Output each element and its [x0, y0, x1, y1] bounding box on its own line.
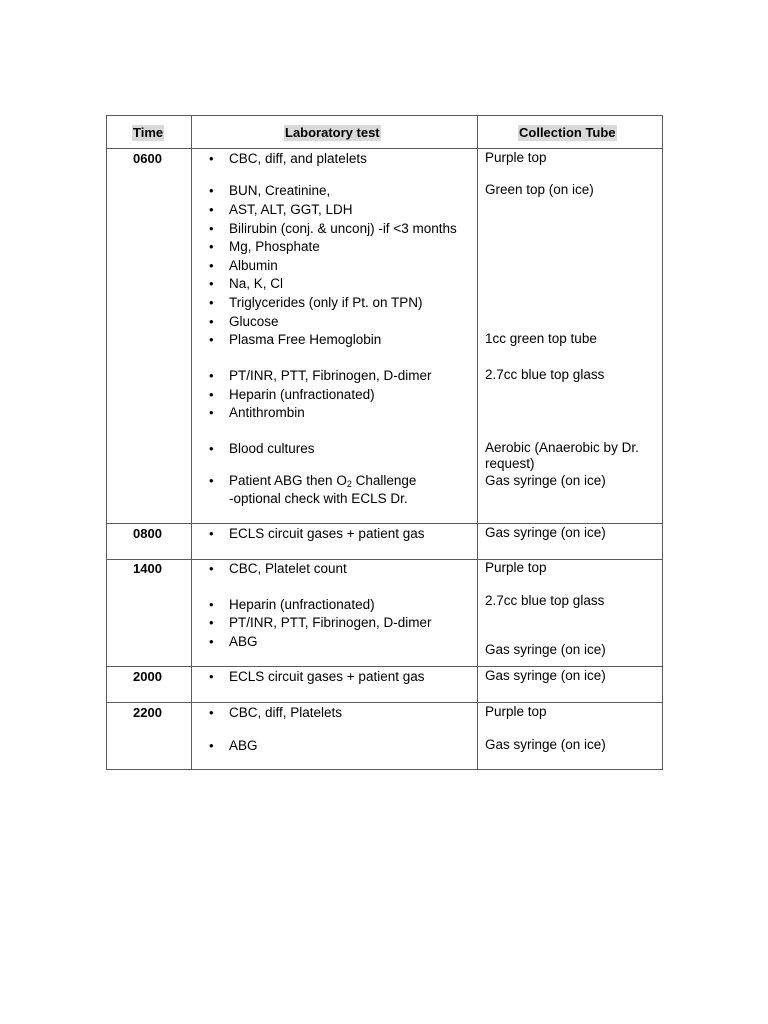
bullet: •: [209, 314, 214, 329]
header-time: Time: [133, 125, 164, 140]
test-item-text: Challenge: [351, 473, 417, 488]
header-laboratory-test: Laboratory test: [285, 125, 380, 140]
test-item: ABG: [229, 738, 258, 753]
test-item: Mg, Phosphate: [229, 239, 320, 254]
bullet: •: [209, 202, 214, 217]
row-divider: [107, 702, 662, 703]
bullet: •: [209, 151, 214, 166]
tube-cell: Gas syringe (on ice): [485, 525, 606, 540]
tube-cell: Gas syringe (on ice): [485, 473, 606, 488]
tube-cell: Green top (on ice): [485, 182, 594, 197]
row-divider: [107, 666, 662, 667]
test-item: ABG: [229, 634, 258, 649]
test-item: Albumin: [229, 258, 278, 273]
test-item: Glucose: [229, 314, 279, 329]
header-collection-tube: Collection Tube: [519, 125, 616, 140]
test-item: ECLS circuit gases + patient gas: [229, 526, 425, 541]
test-item: CBC, diff, Platelets: [229, 705, 343, 720]
tube-cell: 2.7cc blue top glass: [485, 367, 605, 382]
test-item: PT/INR, PTT, Fibrinogen, D-dimer: [229, 615, 432, 630]
bullet: •: [209, 239, 214, 254]
row-divider: [107, 148, 662, 149]
test-item: Blood cultures: [229, 441, 315, 456]
bullet: •: [209, 738, 214, 753]
bullet: •: [209, 561, 214, 576]
bullet: •: [209, 634, 214, 649]
test-item: PT/INR, PTT, Fibrinogen, D-dimer: [229, 368, 432, 383]
column-divider: [477, 116, 478, 769]
test-item: CBC, Platelet count: [229, 561, 347, 576]
bullet: •: [209, 221, 214, 236]
test-note: -optional check with ECLS Dr.: [229, 491, 408, 506]
test-item: ECLS circuit gases + patient gas: [229, 669, 425, 684]
time-cell: 2000: [133, 669, 162, 684]
bullet: •: [209, 441, 214, 456]
test-item: Na, K, Cl: [229, 276, 284, 291]
row-divider: [107, 523, 662, 524]
test-item: Heparin (unfractionated): [229, 597, 375, 612]
test-item-abg-o2: [229, 473, 416, 489]
tube-cell: Gas syringe (on ice): [485, 737, 606, 752]
tube-cell: Purple top: [485, 704, 547, 719]
tube-cell: 2.7cc blue top glass: [485, 593, 605, 608]
time-cell: 0600: [133, 151, 162, 166]
tube-cell: 1cc green top tube: [485, 331, 597, 346]
column-divider: [191, 116, 192, 769]
test-item: Triglycerides (only if Pt. on TPN): [229, 295, 423, 310]
bullet: •: [209, 332, 214, 347]
tube-cell: Purple top: [485, 560, 547, 575]
tube-cell: Aerobic (Anaerobic by Dr.: [485, 440, 639, 455]
tube-cell: Purple top: [485, 150, 547, 165]
time-cell: 1400: [133, 561, 162, 576]
bullet: •: [209, 473, 214, 488]
bullet: •: [209, 368, 214, 383]
bullet: •: [209, 615, 214, 630]
bullet: •: [209, 183, 214, 198]
test-item: Antithrombin: [229, 405, 305, 420]
bullet: •: [209, 669, 214, 684]
bullet: •: [209, 526, 214, 541]
test-item: Heparin (unfractionated): [229, 387, 375, 402]
bullet: •: [209, 295, 214, 310]
tube-cell: Gas syringe (on ice): [485, 642, 606, 657]
test-item: Bilirubin (conj. & unconj) -if <3 months: [229, 221, 457, 236]
test-item: CBC, diff, and platelets: [229, 151, 367, 166]
test-item-text: Patient ABG then O: [229, 473, 347, 488]
bullet: •: [209, 387, 214, 402]
test-item: Plasma Free Hemoglobin: [229, 332, 382, 347]
time-cell: 0800: [133, 526, 162, 541]
time-cell: 2200: [133, 705, 162, 720]
bullet: •: [209, 276, 214, 291]
bullet: •: [209, 258, 214, 273]
bullet: •: [209, 405, 214, 420]
tube-cell: Gas syringe (on ice): [485, 668, 606, 683]
subscript-2: 2: [346, 479, 352, 489]
lab-schedule-table: [106, 115, 663, 770]
tube-cell: request): [485, 456, 535, 471]
bullet: •: [209, 705, 214, 720]
bullet: •: [209, 597, 214, 612]
test-item: AST, ALT, GGT, LDH: [229, 202, 353, 217]
test-item: BUN, Creatinine,: [229, 183, 331, 198]
